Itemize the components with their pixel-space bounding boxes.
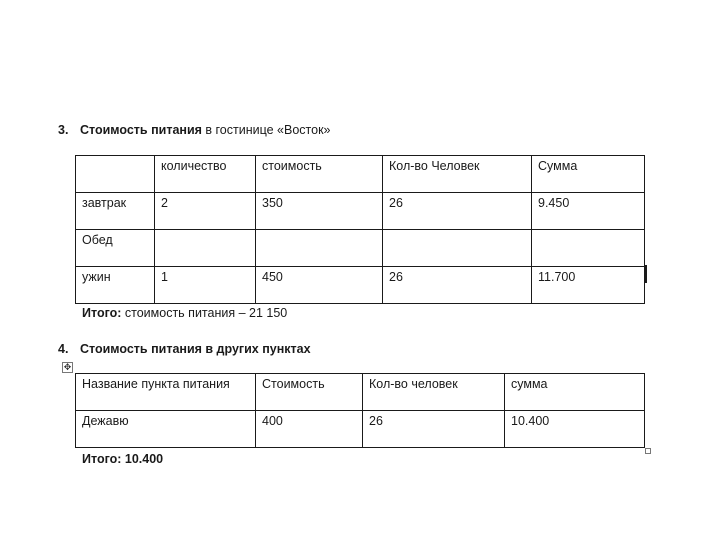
table-cell[interactable]: 400 bbox=[256, 411, 363, 448]
total-value: 10.400 bbox=[121, 452, 164, 466]
table-cell[interactable]: Название пункта питания bbox=[76, 374, 256, 411]
table-row bbox=[76, 267, 645, 304]
table-cell[interactable]: 26 bbox=[383, 193, 532, 230]
section-4-number: 4. bbox=[58, 342, 69, 356]
table-cell[interactable]: 9.450 bbox=[532, 193, 645, 230]
text-cursor bbox=[645, 265, 647, 283]
table-cell[interactable]: Дежавю bbox=[76, 411, 256, 448]
table-cell[interactable]: 350 bbox=[256, 193, 383, 230]
table-cell[interactable]: Сумма bbox=[532, 156, 645, 193]
table-cell[interactable]: 10.400 bbox=[505, 411, 645, 448]
table-cell[interactable]: Кол-во Человек bbox=[383, 156, 532, 193]
table-header-row bbox=[76, 156, 645, 193]
total-label: Итого: bbox=[82, 306, 122, 320]
section-4-total bbox=[82, 452, 163, 466]
section-3-title-bold: Стоимость питания bbox=[80, 123, 202, 137]
move-arrows-icon[interactable]: ✥ bbox=[63, 362, 72, 372]
table-row bbox=[76, 230, 645, 267]
table-header-row bbox=[76, 374, 645, 411]
table-cell[interactable]: сумма bbox=[505, 374, 645, 411]
section-3-heading bbox=[58, 123, 331, 137]
section-3-number: 3. bbox=[58, 123, 69, 137]
table-cell[interactable]: Обед bbox=[76, 230, 155, 267]
table-cell[interactable]: 11.700 bbox=[532, 267, 645, 304]
section-4-title: Стоимость питания в других пунктах bbox=[80, 342, 311, 356]
table-cell[interactable]: 26 bbox=[383, 267, 532, 304]
table-row bbox=[76, 193, 645, 230]
section-4-heading bbox=[58, 342, 311, 356]
table-cell[interactable] bbox=[256, 230, 383, 267]
other-places-meal-cost-table bbox=[75, 373, 645, 448]
table-cell[interactable]: Кол-во человек bbox=[363, 374, 505, 411]
table-cell[interactable]: завтрак bbox=[76, 193, 155, 230]
table-cell[interactable] bbox=[383, 230, 532, 267]
table-cell[interactable]: Стоимость bbox=[256, 374, 363, 411]
table-cell[interactable]: 2 bbox=[155, 193, 256, 230]
table-row bbox=[76, 411, 645, 448]
section-3-title-rest: в гостинице «Восток» bbox=[201, 123, 331, 137]
resize-handle-icon[interactable] bbox=[645, 448, 651, 454]
table-cell[interactable] bbox=[76, 156, 155, 193]
table-cell[interactable]: 450 bbox=[256, 267, 383, 304]
table-cell[interactable] bbox=[532, 230, 645, 267]
table-cell[interactable] bbox=[155, 230, 256, 267]
table-cell[interactable]: ужин bbox=[76, 267, 155, 304]
section-3-total bbox=[82, 306, 287, 320]
table-cell[interactable]: 1 bbox=[155, 267, 256, 304]
table-cell[interactable]: 26 bbox=[363, 411, 505, 448]
total-value: стоимость питания – 21 150 bbox=[121, 306, 288, 320]
table-cell[interactable]: количество bbox=[155, 156, 256, 193]
total-label: Итого: bbox=[82, 452, 122, 466]
hotel-meal-cost-table bbox=[75, 155, 645, 304]
table-cell[interactable]: стоимость bbox=[256, 156, 383, 193]
